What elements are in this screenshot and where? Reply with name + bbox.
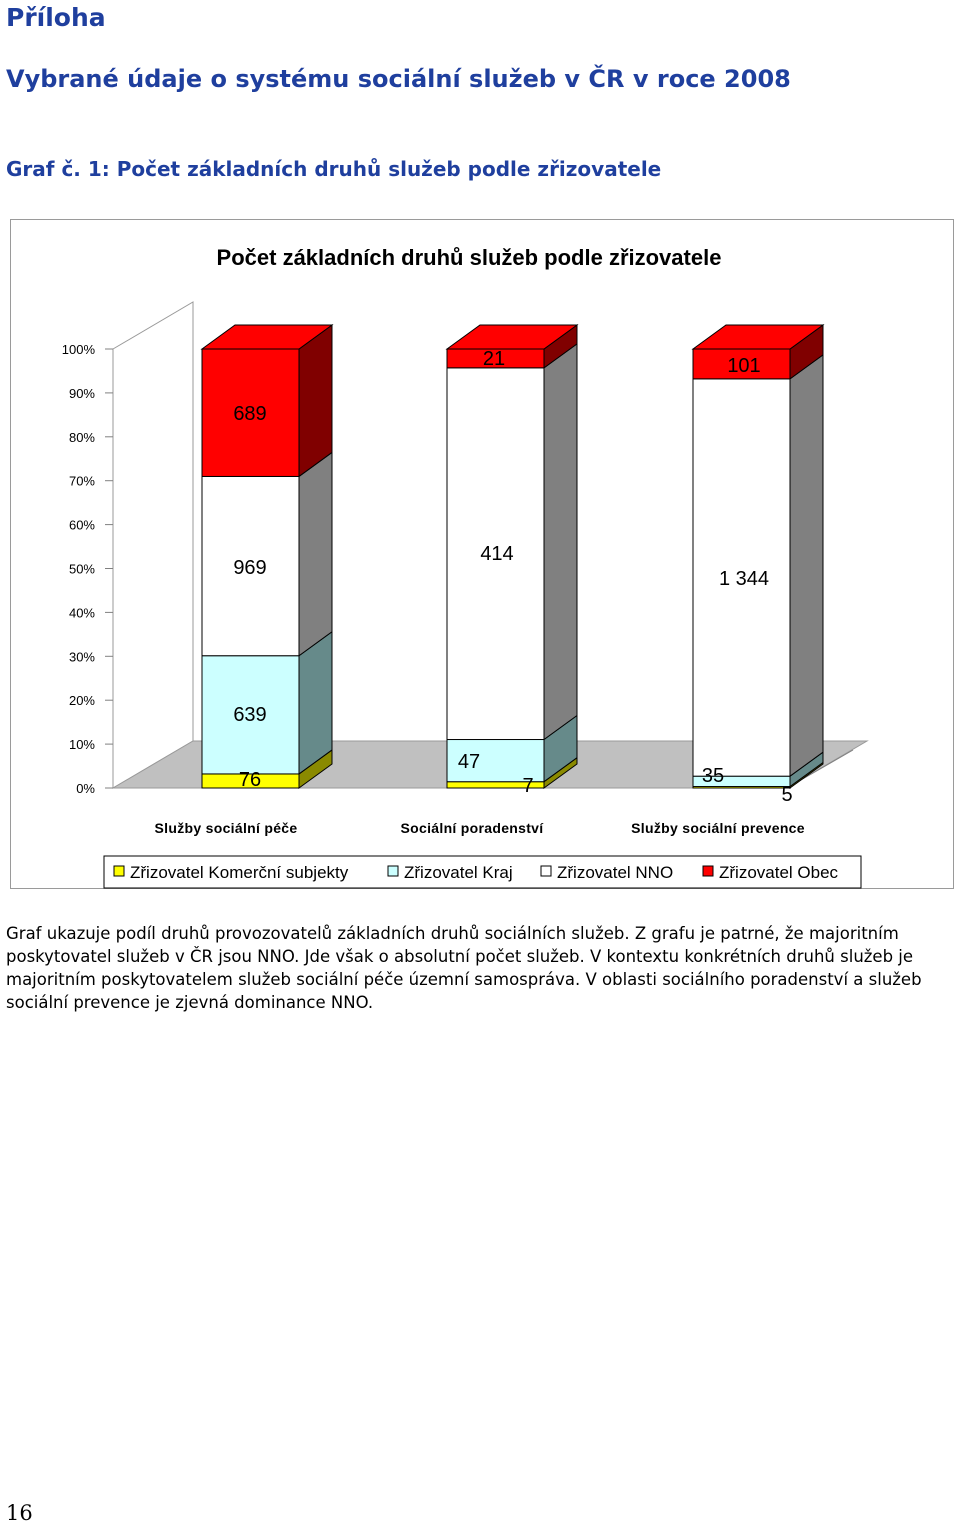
data-label: 76: [238, 769, 262, 791]
data-label: 21: [482, 348, 506, 370]
data-label: 101: [727, 355, 761, 377]
section-heading: Vybrané údaje o systému sociální služeb v ČR v roce 2008: [6, 65, 791, 93]
bar-segment-zrizovatel-nno-3: [693, 355, 823, 776]
legend-label: Zřizovatel Kraj: [404, 863, 513, 882]
y-tick-label: 90%: [68, 385, 95, 401]
bar-segment-zrizovatel-nno-1: [202, 452, 332, 655]
legend-swatch: [388, 866, 398, 876]
chart-description: Graf ukazuje podíl druhů provozovatelů základních druhů sociálních služeb. Z grafu je patrné, že majoritním poskytovatel služeb v ČR jsou NNO. Jde však o absolutní počet služeb. V kontextu konkrétních druhů služeb je majoritním poskytovatelem služeb sociální péče územní samospráva. V oblasti sociálního poradenství a služeb sociální prevence je zjevná dominance NNO.: [6, 924, 922, 1012]
data-label: 5: [781, 784, 793, 806]
x-category-label: Služby sociální prevence: [631, 820, 805, 836]
bar-side: [299, 325, 332, 476]
bar-side: [790, 355, 823, 776]
y-tick-label: 30%: [68, 649, 95, 665]
x-category-label: Sociální poradenství: [400, 820, 544, 836]
legend-label: Zřizovatel Komerční subjekty: [130, 863, 349, 882]
y-tick-label: 50%: [68, 561, 95, 577]
legend-swatch: [114, 866, 124, 876]
y-tick-label: 100%: [61, 342, 95, 357]
y-tick-label: 40%: [68, 605, 95, 621]
chart-bars: [202, 325, 823, 806]
y-tick-label: 0%: [76, 781, 95, 796]
data-label: 47: [457, 751, 481, 773]
data-label: 7: [522, 775, 534, 797]
stacked-bar-chart: [10, 219, 954, 889]
chart-caption: Graf č. 1: Počet základních druhů služeb podle zřizovatele: [6, 157, 662, 181]
data-label: 689: [233, 403, 267, 425]
y-tick-label: 70%: [68, 473, 95, 489]
bar-side: [299, 632, 332, 774]
legend-label: Zřizovatel Obec: [719, 863, 839, 882]
bar-segment-zrizovatel-nno-2: [447, 344, 577, 740]
legend-swatch: [703, 866, 713, 876]
chart-title: Počet základních druhů služeb podle zřizovatele: [216, 245, 722, 270]
bar-side: [299, 452, 332, 655]
chart-legend: [104, 856, 861, 888]
left-wall: [113, 302, 193, 788]
bar-side: [544, 344, 577, 740]
legend-label: Zřizovatel NNO: [557, 863, 674, 882]
page-number: 16: [6, 1501, 33, 1525]
data-label: 35: [701, 765, 725, 787]
data-label: 969: [233, 557, 267, 579]
data-label: 639: [233, 704, 267, 726]
bar-segment-zrizovatel-obec-1: [202, 325, 332, 476]
y-axis-ticks: [62, 342, 113, 796]
y-tick-label: 60%: [68, 517, 95, 533]
x-category-label: Služby sociální péče: [154, 820, 298, 836]
legend-swatch: [541, 866, 551, 876]
y-tick-label: 20%: [68, 693, 95, 709]
x-axis-categories: [155, 820, 805, 836]
data-label: 414: [480, 543, 514, 565]
y-tick-label: 10%: [68, 737, 95, 753]
y-tick-label: 80%: [68, 429, 95, 445]
data-label: 1 344: [718, 568, 770, 590]
attachment-heading: Příloha: [6, 3, 106, 32]
